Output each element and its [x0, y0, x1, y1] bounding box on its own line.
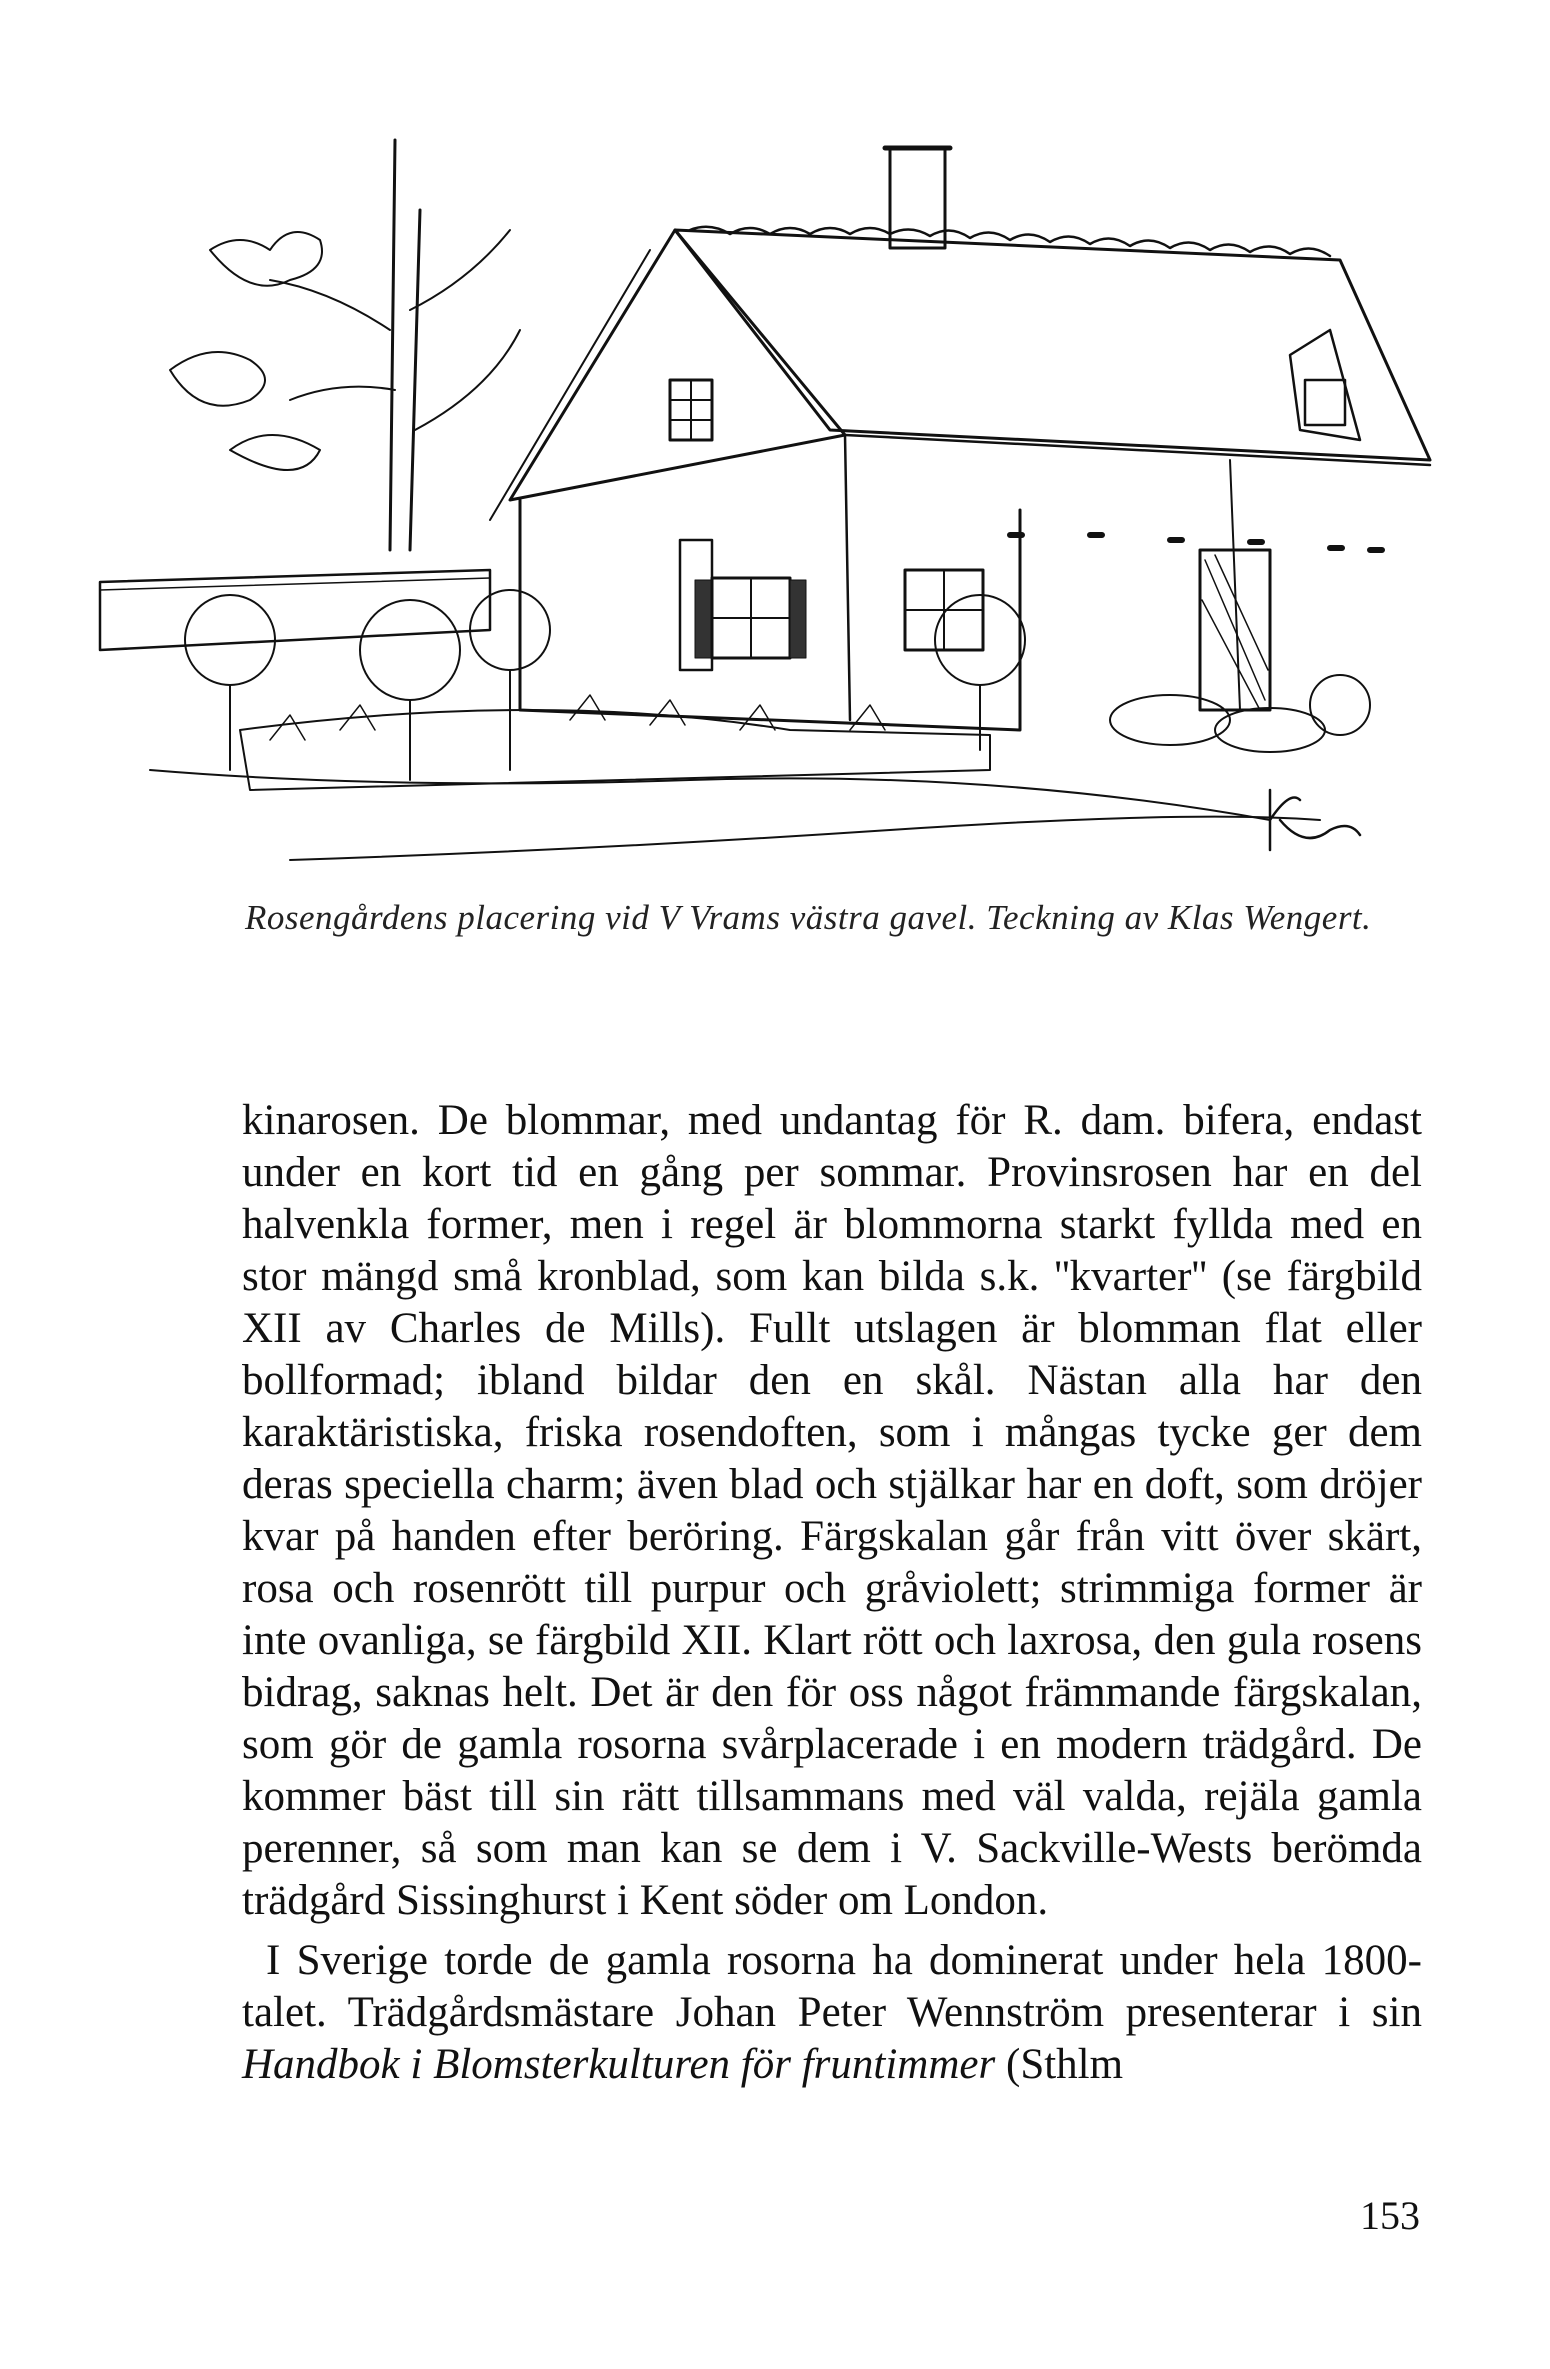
paragraph-2-text: I Sverige torde de gamla rosorna ha dominerat under hela 1800-talet. Trädgårdsmästare Johan Peter Wennström presenterar i sin	[242, 1937, 1422, 2036]
page-number: 153	[1360, 2193, 1420, 2238]
illustration-caption: Rosengårdens placering vid V Vrams västra gavel. Teckning av Klas Wengert.	[245, 898, 1372, 937]
body-text	[242, 1095, 1422, 2091]
paragraph-2-tail: (Sthlm	[995, 2041, 1124, 2088]
book-title: Handbok i Blomsterkulturen för fruntimmer	[242, 2041, 996, 2088]
house-illustration	[90, 130, 1450, 890]
paragraph-2	[242, 1935, 1422, 2091]
paragraph-1: kinarosen. De blommar, med undantag för R. dam. bifera, endast under en kort tid en gång per sommar. Provinsrosen har en del halvenkla former, men i regel är blommorna starkt fyllda med en stor mängd små kronblad, som kan bilda s.k. ''kvarter'' (se färgbild XII av Charles de Mills). Fullt utslagen är blomman flat eller bollformad; ibland bildar den en skål. Nästan alla har den karaktäristiska, friska rosendoften, som i mångas tycke ger dem deras speciella charm; även blad och stjälkar har en doft, som dröjer kvar på handen efter beröring. Färgskalan går från vitt över skärt, rosa och rosenrött till purpur och gråviolett; strimmiga former är inte ovanliga, se färgbild XII. Klart rött och laxrosa, den gula rosens bidrag, saknas helt. Det är den för oss något främmande färgskalan, som gör de gamla rosorna svårplacerade i en modern trädgård. De kommer bäst till sin rätt tillsammans med väl valda, rejäla gamla perenner, så som man kan se dem i V. Sackville-Wests berömda trädgård Sissinghurst i Kent söder om London.	[242, 1097, 1422, 1924]
house-drawing-icon	[90, 130, 1450, 890]
